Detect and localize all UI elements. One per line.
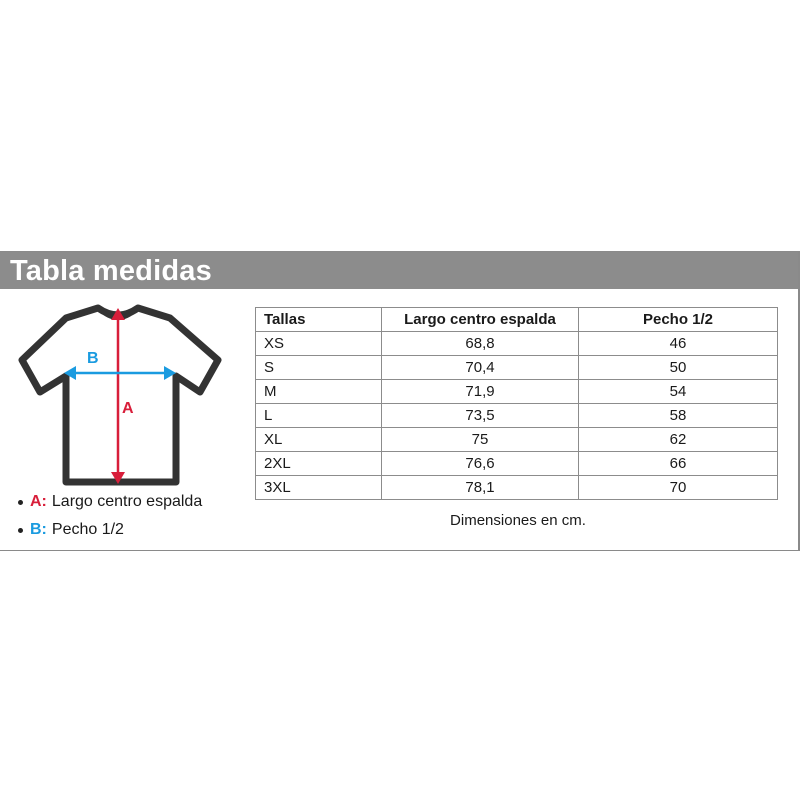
legend-key-b: B: bbox=[30, 521, 47, 538]
table-row bbox=[256, 452, 778, 476]
tshirt-diagram bbox=[14, 300, 226, 490]
table-row bbox=[256, 476, 778, 500]
header-largo: Largo centro espalda bbox=[382, 308, 579, 332]
cell-largo: 71,9 bbox=[382, 380, 579, 404]
cell-pecho: 62 bbox=[579, 428, 778, 452]
cell-size: XL bbox=[256, 428, 382, 452]
legend-key-a: A: bbox=[30, 493, 47, 510]
cell-size: 3XL bbox=[256, 476, 382, 500]
tshirt-outline bbox=[22, 308, 218, 482]
units-note: Dimensiones en cm. bbox=[450, 512, 586, 529]
legend-item-b bbox=[18, 516, 202, 544]
cell-largo: 70,4 bbox=[382, 356, 579, 380]
cell-pecho: 50 bbox=[579, 356, 778, 380]
table-header-row bbox=[256, 308, 778, 332]
size-table bbox=[255, 307, 778, 500]
legend-text-b: Pecho 1/2 bbox=[51, 521, 124, 538]
legend-item-a bbox=[18, 488, 202, 516]
legend-text-a: Largo centro espalda bbox=[51, 493, 203, 510]
cell-size: 2XL bbox=[256, 452, 382, 476]
measurement-legend bbox=[18, 488, 202, 544]
measure-a-label: A bbox=[122, 400, 134, 417]
cell-largo: 78,1 bbox=[382, 476, 579, 500]
cell-pecho: 46 bbox=[579, 332, 778, 356]
table-row bbox=[256, 428, 778, 452]
title-bar bbox=[0, 252, 798, 289]
table-row bbox=[256, 332, 778, 356]
bullet-icon bbox=[18, 500, 23, 505]
header-pecho: Pecho 1/2 bbox=[579, 308, 778, 332]
header-tallas: Tallas bbox=[256, 308, 382, 332]
table-row bbox=[256, 356, 778, 380]
table-row bbox=[256, 380, 778, 404]
size-chart-card bbox=[0, 251, 800, 551]
tshirt-icon bbox=[14, 300, 226, 490]
cell-size: M bbox=[256, 380, 382, 404]
cell-largo: 68,8 bbox=[382, 332, 579, 356]
cell-largo: 75 bbox=[382, 428, 579, 452]
cell-size: L bbox=[256, 404, 382, 428]
cell-pecho: 70 bbox=[579, 476, 778, 500]
cell-largo: 76,6 bbox=[382, 452, 579, 476]
cell-size: XS bbox=[256, 332, 382, 356]
bullet-icon bbox=[18, 528, 23, 533]
cell-size: S bbox=[256, 356, 382, 380]
cell-pecho: 54 bbox=[579, 380, 778, 404]
cell-pecho: 66 bbox=[579, 452, 778, 476]
page-title: Tabla medidas bbox=[10, 255, 212, 287]
cell-largo: 73,5 bbox=[382, 404, 579, 428]
table-row bbox=[256, 404, 778, 428]
cell-pecho: 58 bbox=[579, 404, 778, 428]
measure-b-label: B bbox=[87, 350, 99, 367]
